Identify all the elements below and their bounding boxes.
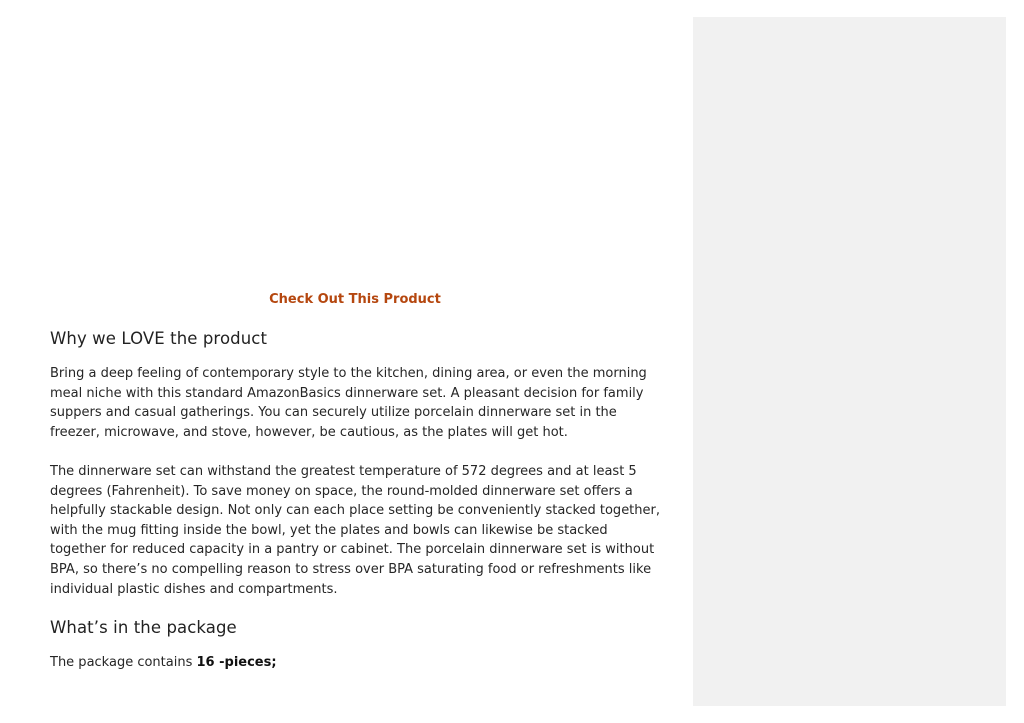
cta-container [50, 282, 660, 314]
article-content [50, 0, 660, 673]
package-contents-text [50, 653, 660, 673]
paragraph-why-1: Bring a deep feeling of contemporary style to the kitchen, dining area, or even the morning meal niche with this standard AmazonBasics dinnerware set. A pleasant decision for family suppers and casual gatherings. You can securely utilize porcelain dinnerware set in the freezer, microwave, and stove, however, be cautious, as the plates will get hot. [50, 366, 647, 440]
section-heading-package: What’s in the package [50, 618, 237, 638]
check-out-product-link[interactable]: Check Out This Product [269, 292, 441, 307]
package-text-prefix: The package contains [50, 655, 197, 671]
sidebar-ad-placeholder [693, 17, 1006, 706]
paragraph-why-2: The dinnerware set can withstand the greatest temperature of 572 degrees and at least 5 degrees (Fahrenheit). To save money on space, the round-molded dinnerware set offers a helpfully stackable design. Not only can each place setting be conveniently stacked together, with the mug fitting inside the bowl, yet the plates and bowls can likewise be stacked together for reduced capacity in a pantry or cabinet. The porcelain dinnerware set is without BPA, so there’s no compelling reason to stress over BPA saturating food or refreshments like individual plastic dishes and compartments. [50, 463, 660, 597]
section-heading-why: Why we LOVE the product [50, 329, 268, 348]
product-image-placeholder [50, 0, 660, 282]
package-piece-count: 16 -pieces; [196, 655, 277, 671]
